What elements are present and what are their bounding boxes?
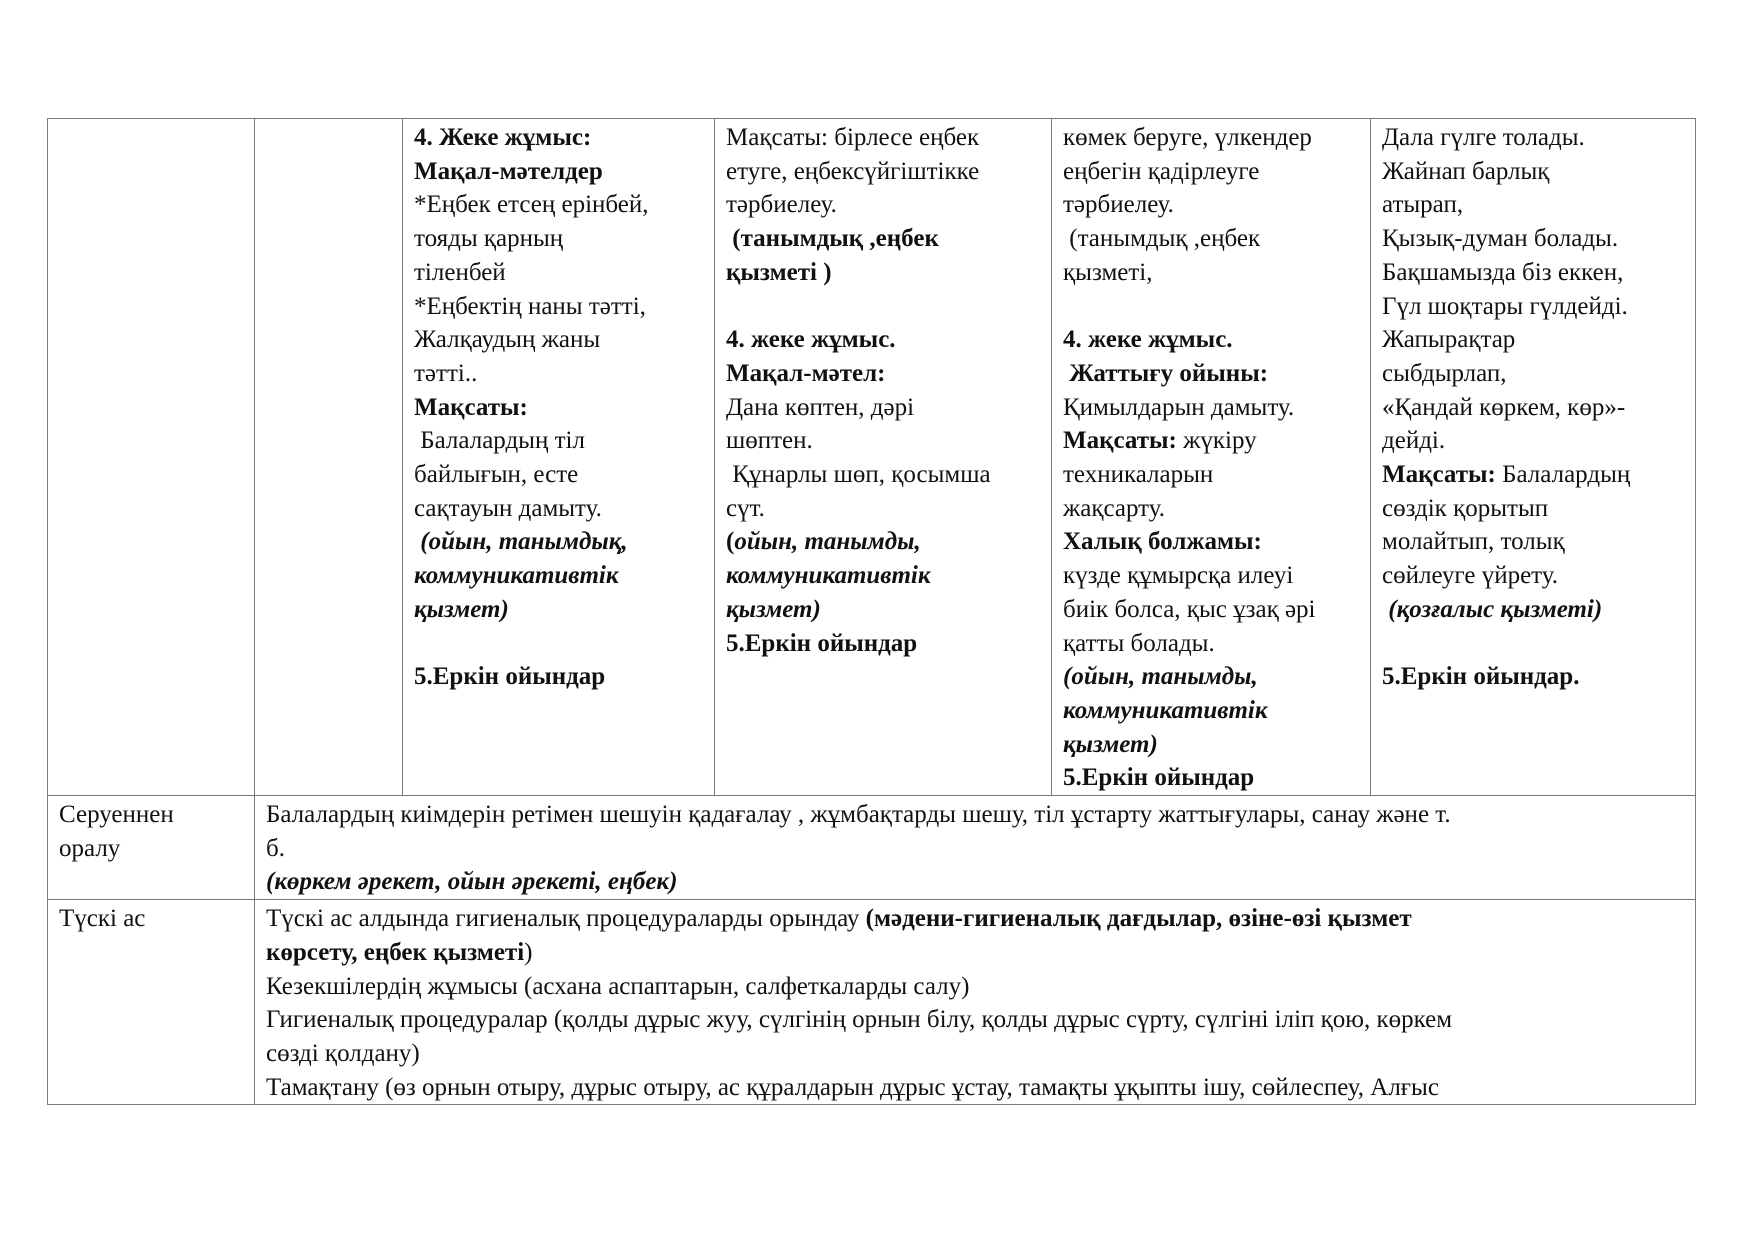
text-line: тіленбей	[414, 258, 506, 286]
activity-type: қызмет)	[414, 595, 509, 623]
cell-labor-goal	[715, 119, 1052, 796]
subheading: Мақал-мәтел:	[726, 359, 886, 387]
text-line: Тамақтану (өз орнын отыру, дұрыс отыру, ас құралдарын дұрыс ұстау, тамақты ұқыпты ішу, сөйлеспеу, Алғыс	[266, 1073, 1439, 1101]
text-line: еңбегін қадірлеуге	[1063, 157, 1260, 185]
text-line: шөптен.	[726, 427, 813, 455]
activity-type: ойын, танымды,	[734, 528, 921, 556]
activity-type: (қозғалыс қызметі)	[1382, 595, 1603, 623]
text-line: Түскі ас алдында гигиеналық процедураларды орындау	[266, 905, 866, 933]
text-line: Балалардың тіл	[414, 427, 585, 455]
activity-type: (танымдық ,еңбек	[1063, 225, 1261, 253]
subheading: Мақал-мәтелдер	[414, 157, 603, 185]
text-line: Дала гүлге толады.	[1382, 124, 1585, 151]
text-line: молайтып, толық	[1382, 528, 1565, 556]
row-label-returning-from-walk	[48, 796, 255, 900]
text-line: қатты болады.	[1063, 629, 1215, 657]
text-line: Жалқаудың жаны	[414, 326, 601, 354]
empty-cell	[255, 119, 403, 796]
spacer	[1063, 290, 1360, 324]
activity-type: (ойын, танымды,	[1063, 663, 1258, 691]
paren: )	[524, 938, 533, 966]
row-label: Серуеннен	[59, 801, 174, 829]
text-line: сыбдырлап,	[1382, 359, 1507, 387]
text-line: тәрбиелеу.	[1063, 191, 1174, 219]
text-line: *Еңбек етсең ерінбей,	[414, 191, 649, 219]
table-row	[48, 119, 1696, 796]
item-number: 4	[414, 124, 427, 151]
section-heading: 4. жеке жұмыс.	[726, 326, 896, 354]
text-line: байлығын, есте	[414, 461, 579, 489]
text-line: сақтауын дамыту.	[414, 494, 602, 522]
activity-type: қызметі )	[726, 258, 832, 286]
text-line: Балалардың киімдерін ретімен шешуін қадағалау , жұмбақтарды шешу, тіл ұстарту жаттығулары, санау және т.	[266, 801, 1451, 829]
goal-label: Мақсаты:	[1382, 461, 1496, 489]
text-line: Жайнап барлық	[1382, 157, 1550, 185]
table-row	[48, 900, 1696, 1105]
schedule-table	[47, 118, 1696, 1105]
text-line: Мақсаты: бірлесе еңбек	[726, 124, 980, 151]
section-heading: . Жеке жұмыс:	[426, 124, 592, 151]
text-line: Құнарлы шөп, қосымша	[726, 461, 991, 489]
free-play-heading: 5.Еркін ойындар	[1063, 764, 1255, 792]
activity-type: қызмет)	[726, 595, 821, 623]
cell-individual-work-proverbs	[403, 119, 715, 796]
text-line: атырап,	[1382, 191, 1464, 219]
spacer	[726, 290, 1041, 324]
activity-type: коммуникативтік	[414, 562, 619, 590]
text-line: күзде құмырсқа илеуі	[1063, 562, 1294, 590]
cell-poem	[1371, 119, 1696, 796]
text-line: биік болса, қыс ұзақ әрі	[1063, 595, 1316, 623]
free-play-heading: 5.Еркін ойындар.	[1382, 663, 1580, 691]
activity-type: коммуникативтік	[726, 562, 931, 590]
row-label-lunch	[48, 900, 255, 1105]
table-row	[48, 796, 1696, 900]
activity-type: (танымдық ,еңбек	[726, 225, 939, 253]
text-line: Гигиеналық процедуралар (қолды дұрыс жуу, сүлгінің орнын білу, қолды дұрыс сүрту, сүлгіні іліп қою, көркем	[266, 1006, 1453, 1034]
activity-type: қызмет)	[1063, 730, 1158, 758]
text-line: «Қандай көркем, көр»-	[1382, 393, 1626, 421]
text-line: тәрбиелеу.	[726, 191, 837, 219]
text-line: *Еңбектің наны тәтті,	[414, 292, 646, 320]
text-line: Кезекшілердің жұмысы (асхана аспаптарын, салфеткаларды салу)	[266, 972, 970, 1000]
goal-label: Мақсаты:	[1063, 427, 1177, 455]
text-line: Қызық-думан болады.	[1382, 225, 1619, 253]
activity-type: қызметі,	[1063, 258, 1153, 286]
row-label: Түскі ас	[59, 905, 146, 933]
empty-cell	[48, 119, 255, 796]
subheading: Жаттығу ойыны:	[1063, 359, 1269, 387]
activity-type: (ойын, танымдық,	[414, 528, 628, 556]
text-line: Дана көптен, дәрі	[726, 393, 915, 421]
row-label: оралу	[59, 834, 121, 862]
lunch-content	[255, 900, 1696, 1105]
text-line: Балалардың	[1495, 461, 1631, 489]
text-line: Бақшамызда біз еккен,	[1382, 258, 1624, 286]
cell-exercise-game	[1052, 119, 1371, 796]
text-line: тәтті..	[414, 359, 478, 387]
text-line: дейді.	[1382, 427, 1446, 455]
spacer	[414, 627, 704, 661]
free-play-heading: 5.Еркін ойындар	[414, 663, 606, 691]
text-line: сөзді қолдану)	[266, 1039, 420, 1067]
text-line: сүт.	[726, 494, 765, 522]
text-line: сөздік қорытып	[1382, 494, 1549, 522]
paren: (	[726, 528, 735, 556]
text-line: жақсарту.	[1063, 494, 1166, 522]
text-line: Жапырақтар	[1382, 326, 1516, 354]
subheading: Халық болжамы:	[1063, 528, 1262, 556]
goal-label: Мақсаты:	[414, 393, 528, 421]
activity-type: (мәдени-гигиеналық дағдылар, өзіне-өзі қызмет	[865, 905, 1412, 933]
text-line: Гүл шоқтары гүлдейді.	[1382, 292, 1628, 320]
text-line: Қимылдарын дамыту.	[1063, 393, 1295, 421]
activity-type: (көркем әрекет, ойын әрекеті, еңбек)	[266, 868, 678, 896]
text-line: жүкіру	[1176, 427, 1257, 455]
spacer	[1382, 627, 1685, 661]
activity-type: көрсету, еңбек қызметі	[266, 938, 525, 966]
text-line: тояды қарның	[414, 225, 564, 253]
text-line: етуге, еңбексүйгіштікке	[726, 157, 980, 185]
text-line: сөйлеуге үйрету.	[1382, 562, 1559, 590]
activity-type: коммуникативтік	[1063, 696, 1268, 724]
text-line: техникаларын	[1063, 461, 1214, 489]
text-line: б.	[266, 834, 285, 862]
section-heading: 4. жеке жұмыс.	[1063, 326, 1233, 354]
returning-from-walk-content	[255, 796, 1696, 900]
text-line: көмек беруге, үлкендер	[1063, 124, 1312, 151]
free-play-heading: 5.Еркін ойындар	[726, 629, 918, 657]
